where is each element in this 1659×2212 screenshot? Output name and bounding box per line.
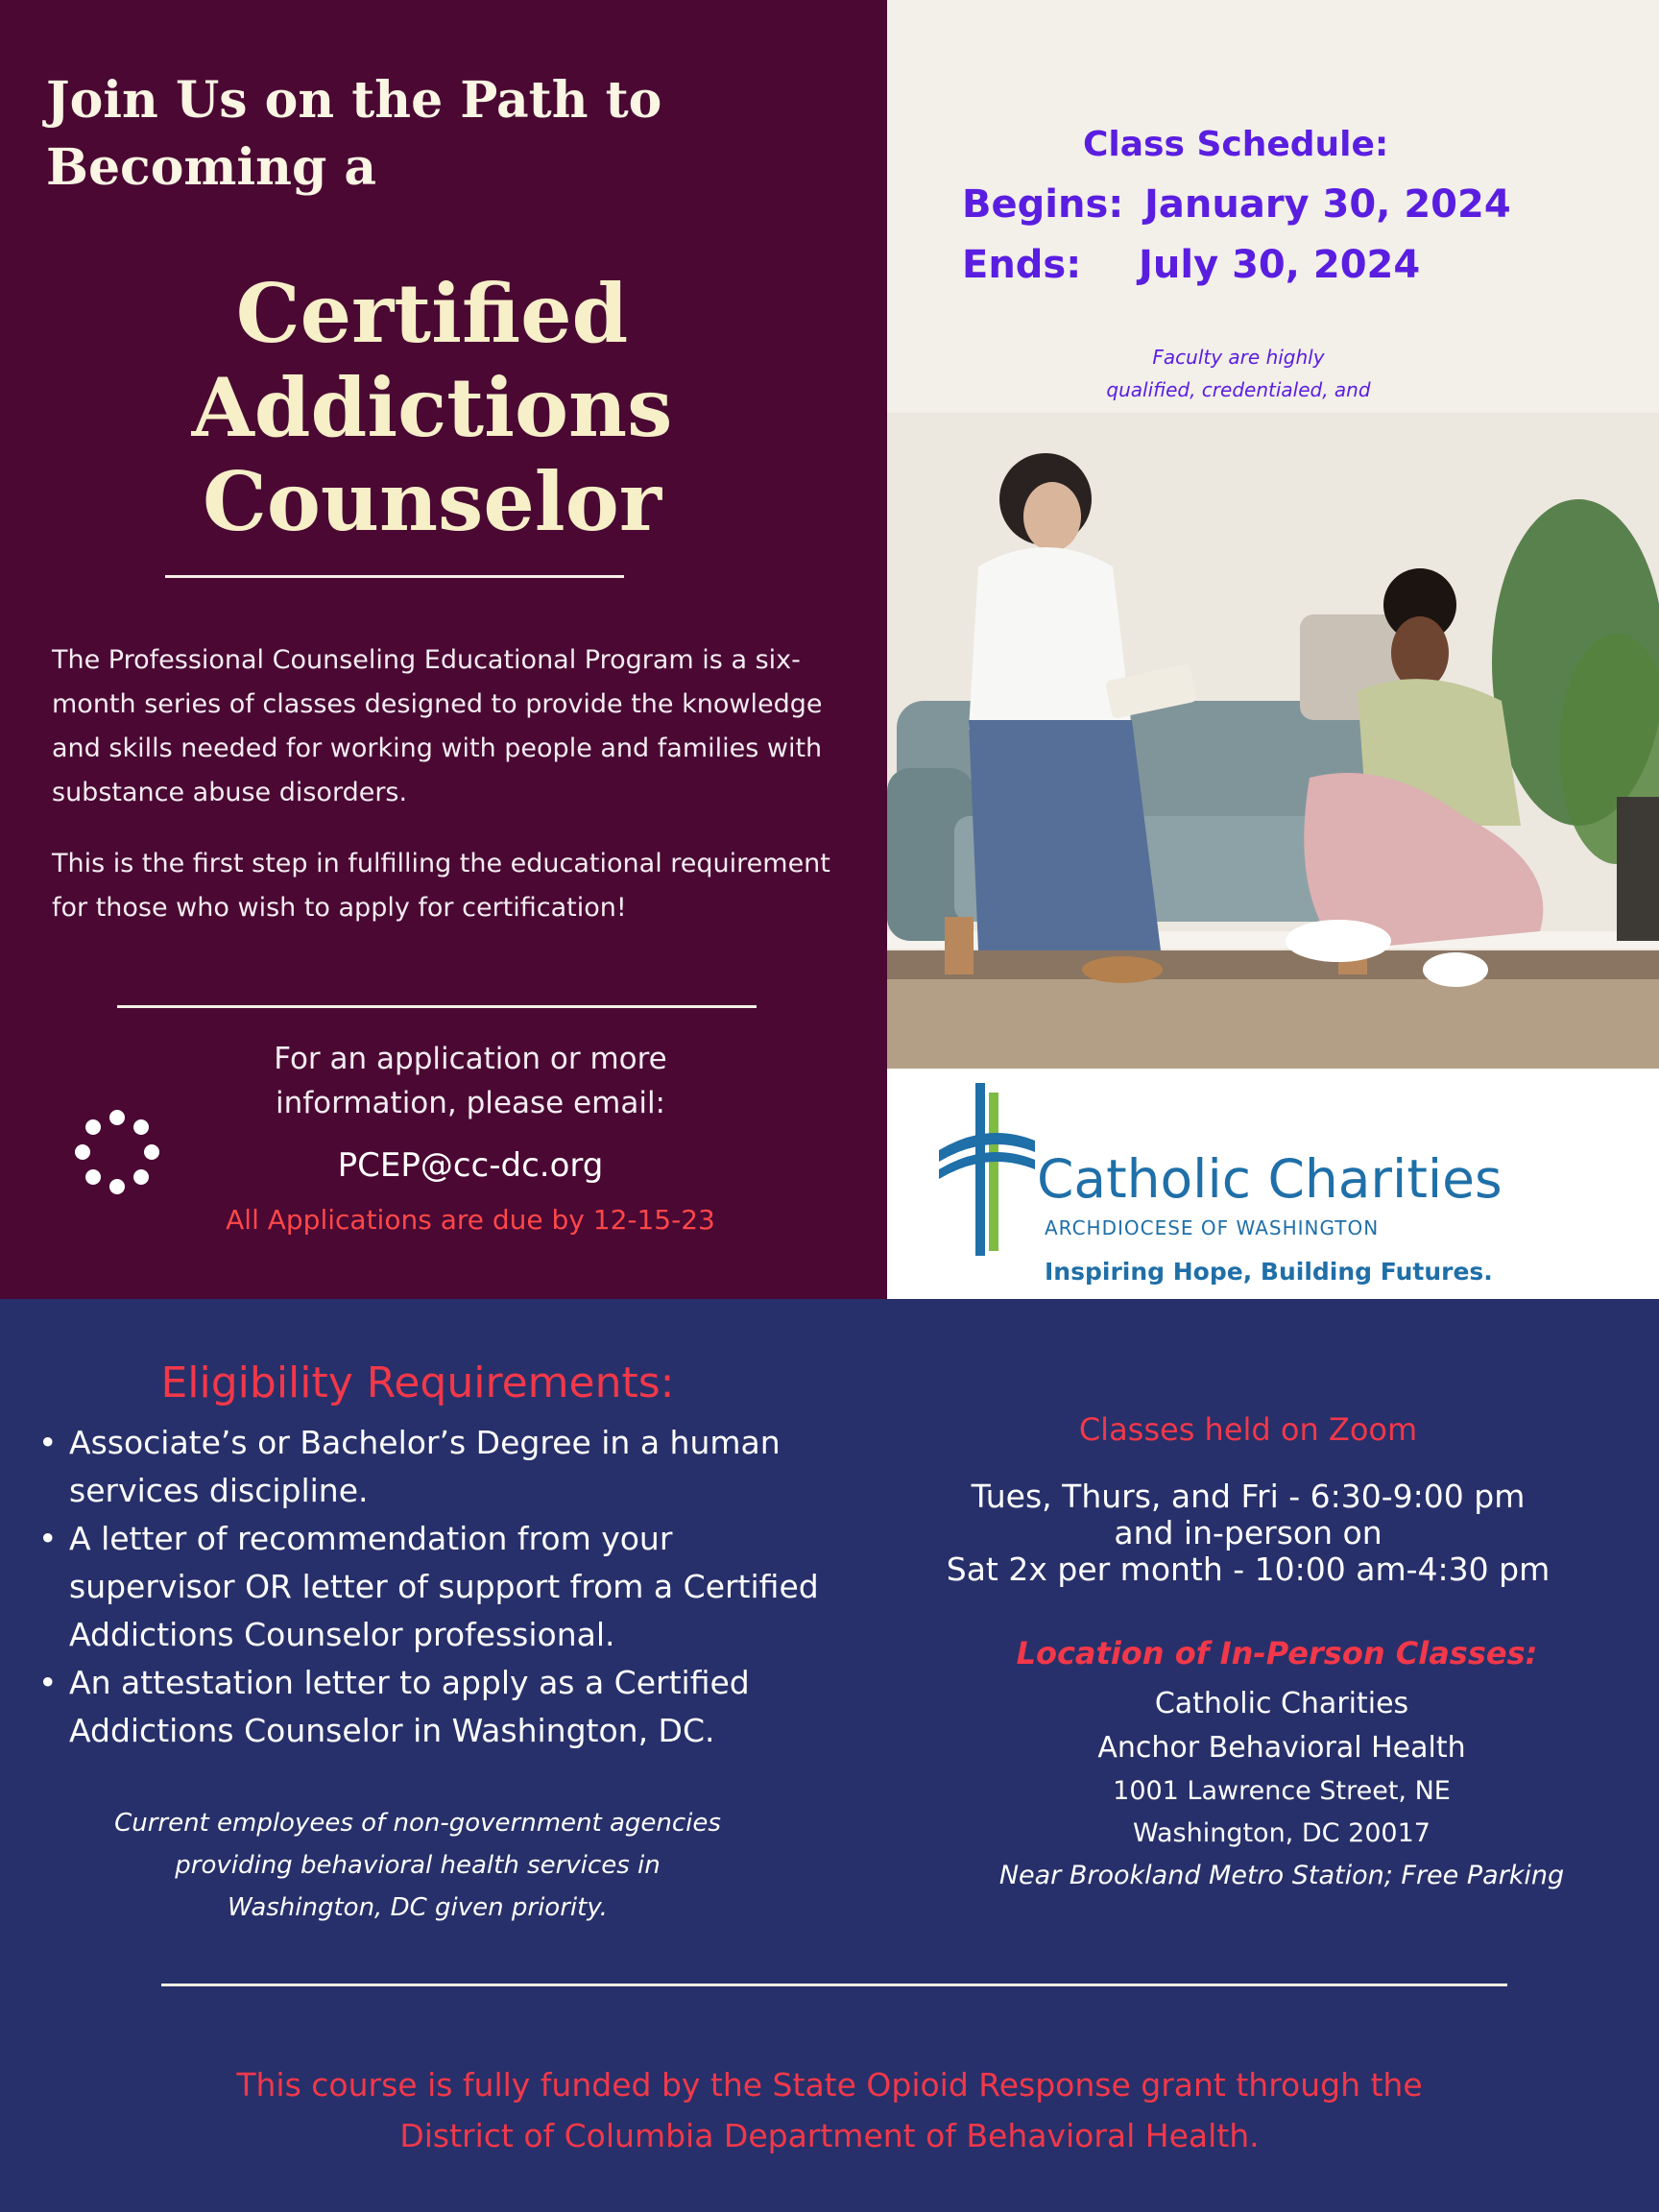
funding-line-1: This course is fully funded by the State Opioid Response grant through the <box>236 2066 1423 2104</box>
funding-line-2: District of Columbia Department of Behavioral Health. <box>399 2117 1260 2154</box>
catholic-charities-cross-logo <box>939 1083 1035 1256</box>
title-line-2: Addictions <box>191 360 673 455</box>
logo-tagline: Inspiring Hope, Building Futures. <box>1045 1258 1493 1286</box>
application-deadline: All Applications are due by 12-15-23 <box>226 1204 715 1236</box>
faculty-line-1: Faculty are highly <box>1152 346 1325 369</box>
intro-line-1: Join Us on the Path to <box>46 71 662 130</box>
title-line-3: Counselor <box>203 454 661 549</box>
contact-text <box>221 1037 720 1125</box>
page-title <box>115 267 749 549</box>
priority-note-line-2: providing behavioral health services in <box>175 1851 661 1880</box>
eligibility-item-text: An attestation letter to apply as a Certified Addictions Counselor in Washington, DC. <box>69 1664 750 1749</box>
eligibility-item <box>38 1515 835 1659</box>
schedule-ends-value: July 30, 2024 <box>1139 243 1421 287</box>
eligibility-title: Eligibility Requirements: <box>160 1358 675 1407</box>
contact-email-link[interactable]: PCEP@cc-dc.org <box>337 1146 604 1185</box>
location-label: Location of In-Person Classes: <box>1016 1635 1538 1671</box>
class-times-line-2: and in-person on <box>1114 1514 1382 1551</box>
location-note: Near Brookland Metro Station; Free Parking <box>998 1861 1565 1890</box>
eligibility-list <box>38 1419 835 1755</box>
bullet-icon: • <box>38 1520 58 1557</box>
faculty-line-2: qualified, credentialed, and <box>1106 378 1371 401</box>
bullet-icon: • <box>38 1424 58 1461</box>
program-description: The Professional Counseling Educational Program is a six-month series of classes designed to provide the knowledge and skills needed for working with people and families with substance abuse disorders. <box>52 645 823 807</box>
contact-line-1: For an application or more <box>274 1042 667 1076</box>
bullet-icon: • <box>38 1664 58 1701</box>
eligibility-item <box>38 1659 835 1755</box>
title-underline <box>165 575 624 578</box>
intro-line-2: Becoming a <box>46 138 377 197</box>
first-step-text: This is the first step in fulfilling the educational requirement for those who wish to apply for certification! <box>52 849 830 923</box>
schedule-begins-value: January 30, 2024 <box>1144 182 1511 227</box>
dots-ring-icon <box>69 1104 165 1200</box>
logo-name: Catholic Charities <box>1037 1148 1503 1210</box>
intro-heading <box>46 67 853 202</box>
priority-note <box>58 1802 778 1929</box>
class-times <box>922 1479 1575 1588</box>
logo-subtitle: ARCHDIOCESE OF WASHINGTON <box>1045 1216 1380 1239</box>
title-line-1: Certified <box>235 266 629 361</box>
eligibility-item-text: Associate’s or Bachelor’s Degree in a human services discipline. <box>69 1424 781 1509</box>
schedule-ends-label: Ends: <box>962 243 1082 287</box>
priority-note-line-1: Current employees of non-government agencies <box>114 1809 721 1838</box>
location-org: Catholic Charities <box>1154 1687 1409 1720</box>
schedule-title: Class Schedule: <box>1083 125 1389 164</box>
zoom-label: Classes held on Zoom <box>1078 1411 1418 1448</box>
contact-line-2: information, please email: <box>276 1086 665 1120</box>
priority-note-line-3: Washington, DC given priority. <box>228 1893 608 1922</box>
schedule-begins-label: Begins: <box>962 182 1124 227</box>
location-city: Washington, DC 20017 <box>1133 1818 1431 1848</box>
location-street: 1001 Lawrence Street, NE <box>1113 1776 1451 1806</box>
class-times-line-1: Tues, Thurs, and Fri - 6:30-9:00 pm <box>971 1478 1526 1515</box>
divider-bottom <box>161 1984 1507 1986</box>
eligibility-item-text: A letter of recommendation from your supervisor OR letter of support from a Certified Addictions Counselor professional. <box>69 1520 819 1653</box>
funding-note <box>144 2059 1515 2161</box>
divider-left <box>117 1005 757 1008</box>
counseling-photo <box>887 413 1659 1069</box>
location-details <box>998 1682 1565 1897</box>
location-program: Anchor Behavioral Health <box>1097 1731 1466 1765</box>
class-times-line-3: Sat 2x per month - 10:00 am-4:30 pm <box>946 1551 1551 1588</box>
eligibility-item <box>38 1419 835 1515</box>
